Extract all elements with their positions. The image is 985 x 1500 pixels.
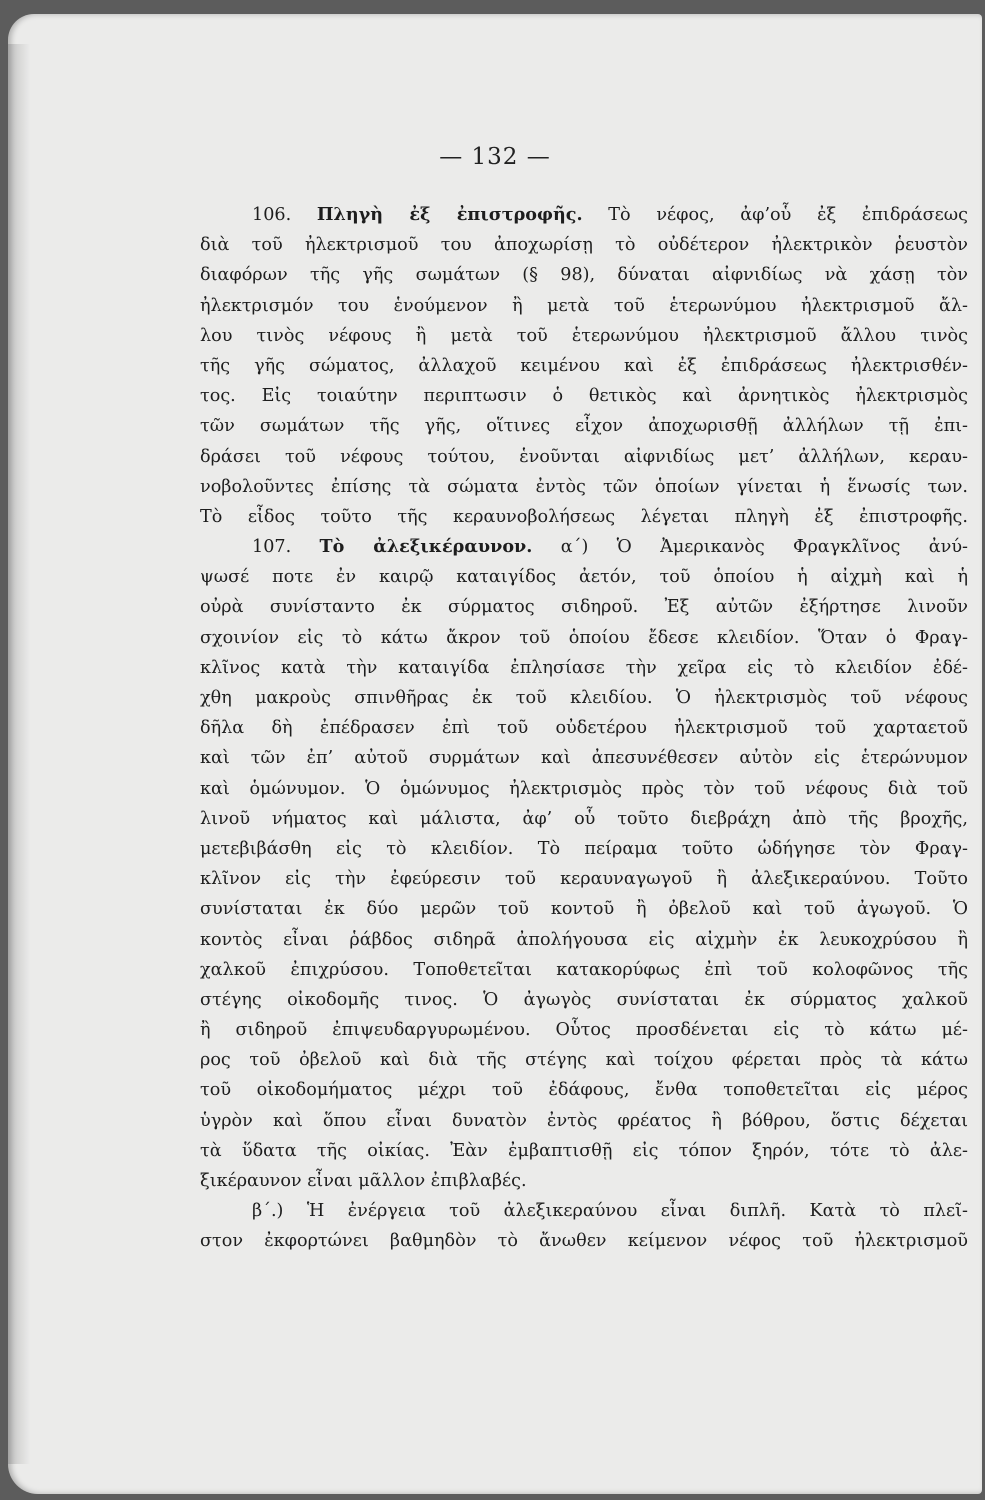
section-number: 106. — [252, 205, 317, 225]
text-line: τῆς γῆς σώματος, ἀλλαχοῦ κειμένου καὶ ἐξ ἐπιδράσεως ἠλεκτρισθέν- — [200, 355, 968, 376]
text-line: καὶ τῶν ἐπ’ αὐτοῦ συρμάτων καὶ ἀπεσυνέθεσεν αὐτὸν εἰς ἑτερώνυμον — [200, 748, 968, 769]
text-line-section-106 — [200, 200, 968, 230]
text-line: νοβολοῦντες ἐπίσης τὰ σώματα ἐντὸς τῶν ὁποίων γίνεται ἡ ἕνωσίς των. — [200, 476, 968, 497]
text-line: συνίσταται ἐκ δύο μερῶν τοῦ κοντοῦ ἢ ὀβελοῦ καὶ τοῦ ἀγωγοῦ. Ὁ — [200, 899, 968, 920]
text-line: μετεβιβάσθη εἰς τὸ κλειδίον. Τὸ πείραμα τοῦτο ὡδήγησε τὸν Φραγ- — [200, 838, 968, 859]
text-line: δράσει τοῦ νέφους τούτου, ἑνοῦνται αἰφνιδίως μετ’ ἀλλήλων, κεραυ- — [200, 446, 968, 467]
text-line-subsection-b: β΄.) Ἡ ἐνέργεια τοῦ ἀλεξικεραύνου εἶναι διπλῆ. Κατὰ τὸ πλεῖ- — [252, 1201, 968, 1222]
text-line: σχοινίον εἰς τὸ κάτω ἄκρον τοῦ ὁποίου ἔδεσε κλειδίον. Ὅταν ὁ Φραγ- — [200, 627, 968, 648]
text-line: λινοῦ νήματος καὶ μάλιστα, ἀφ’ οὗ τοῦτο διεβράχη ἀπὸ τῆς βροχῆς, — [200, 808, 968, 829]
section-number: 107. — [252, 537, 320, 558]
text-line: τος. Εἰς τοιαύτην περιπτωσιν ὁ θετικὸς καὶ ἀρνητικὸς ἠλεκτρισμὸς — [200, 386, 968, 407]
text-line: τοῦ οἰκοδομήματος μέχρι τοῦ ἐδάφους, ἔνθα τοποθετεῖται εἰς μέρος — [200, 1080, 968, 1101]
text-line: τὰ ὕδατα τῆς οἰκίας. Ἐὰν ἐμβαπτισθῇ εἰς τόπον ξηρόν, τότε τὸ ἀλε- — [200, 1140, 968, 1161]
text-line: δῆλα δὴ ἐπέδρασεν ἐπὶ τοῦ οὐδετέρου ἠλεκτρισμοῦ τοῦ χαρταετοῦ — [200, 718, 968, 739]
text-line: ὑγρὸν καὶ ὅπου εἶναι δυνατὸν ἐντὸς φρέατος ἢ βόθρου, ὅστις δέχεται — [200, 1110, 968, 1131]
book-page — [8, 14, 982, 1494]
text-line: τῶν σωμάτων τῆς γῆς, οἵτινες εἶχον ἀποχωρισθῇ ἀλλήλων τῇ ἐπι- — [200, 416, 968, 437]
text-line-fragment: Τὸ νέφος, ἀφ’οὗ ἐξ ἐπιδράσεως — [582, 205, 968, 225]
text-line: ἠλεκτρισμόν του ἑνούμενον ἢ μετὰ τοῦ ἑτερωνύμου ἠλεκτρισμοῦ ἄλ- — [200, 295, 968, 316]
text-line-fragment: α΄) Ὁ Ἀμερικανὸς Φραγκλῖνος ἀνύ- — [532, 537, 968, 558]
text-line: ἢ σιδηροῦ ἐπιψευδαργυρωμένου. Οὗτος προσδένεται εἰς τὸ κάτω μέ- — [200, 1020, 968, 1041]
text-line: ψωσέ ποτε ἐν καιρῷ καταιγίδος ἀετόν, τοῦ ὁποίου ἡ αἰχμὴ καὶ ἡ — [200, 567, 968, 588]
text-line: στον ἐκφορτώνει βαθμηδὸν τὸ ἄνωθεν κείμενον νέφος τοῦ ἠλεκτρισμοῦ — [200, 1231, 968, 1252]
text-line: ρος τοῦ ὀβελοῦ καὶ διὰ τῆς στέγης καὶ τοίχου φέρεται πρὸς τὰ κάτω — [200, 1050, 968, 1071]
text-line-paragraph-end: ξικέραυνον εἶναι μᾶλλον ἐπιβλαβές. — [200, 1171, 527, 1191]
text-line: λου τινὸς νέφους ἢ μετὰ τοῦ ἑτερωνύμου ἠλεκτρισμοῦ ἄλλου τινὸς — [200, 325, 968, 346]
section-heading: Τὸ ἀλεξικέραυνον. — [319, 536, 533, 558]
body-text — [200, 200, 968, 1257]
text-line: κοντὸς εἶναι ῥάβδος σιδηρᾶ ἀπολήγουσα εἰς αἰχμὴν ἐκ λευκοχρύσου ἢ — [200, 929, 968, 950]
section-heading: Πληγὴ ἐξ ἐπιστροφῆς. — [316, 204, 583, 225]
text-line: χθη μακροὺς σπινθῆρας ἐκ τοῦ κλειδίου. Ὁ ἠλεκτρισμὸς τοῦ νέφους — [200, 688, 968, 708]
page-number: — 132 — — [439, 144, 551, 170]
text-line: καὶ ὁμώνυμον. Ὁ ὁμώνυμος ἠλεκτρισμὸς πρὸς τὸν τοῦ νέφους διὰ τοῦ — [200, 778, 968, 799]
text-line: κλῖνον εἰς τὴν ἐφεύρεσιν τοῦ κεραυναγωγοῦ ἢ ἀλεξικεραύνου. Τοῦτο — [200, 869, 968, 890]
text-line: Τὸ εἶδος τοῦτο τῆς κεραυνοβολήσεως λέγεται πληγὴ ἐξ ἐπιστροφῆς. — [200, 506, 968, 527]
text-line: χαλκοῦ ἐπιχρύσου. Τοποθετεῖται κατακορύφως ἐπὶ τοῦ κολοφῶνος τῆς — [200, 959, 968, 980]
text-line: κλῖνος κατὰ τὴν καταιγίδα ἐπλησίασε τὴν χεῖρα εἰς τὸ κλειδίον ἐδέ- — [200, 657, 968, 678]
text-line: διαφόρων τῆς γῆς σωμάτων (§ 98), δύναται αἰφνιδίως νὰ χάσῃ τὸν — [200, 265, 968, 286]
text-line-section-107 — [200, 532, 968, 562]
text-line: διὰ τοῦ ἠλεκτρισμοῦ του ἀποχωρίσῃ τὸ οὐδέτερον ἠλεκτρικὸν ῥευστὸν — [200, 235, 968, 256]
text-line: οὐρὰ συνίσταντο ἐκ σύρματος σιδηροῦ. Ἐξ αὐτῶν ἐξήρτησε λινοῦν — [200, 597, 968, 618]
text-line: στέγης οἰκοδομῆς τινος. Ὁ ἀγωγὸς συνίσταται ἐκ σύρματος χαλκοῦ — [200, 989, 968, 1010]
